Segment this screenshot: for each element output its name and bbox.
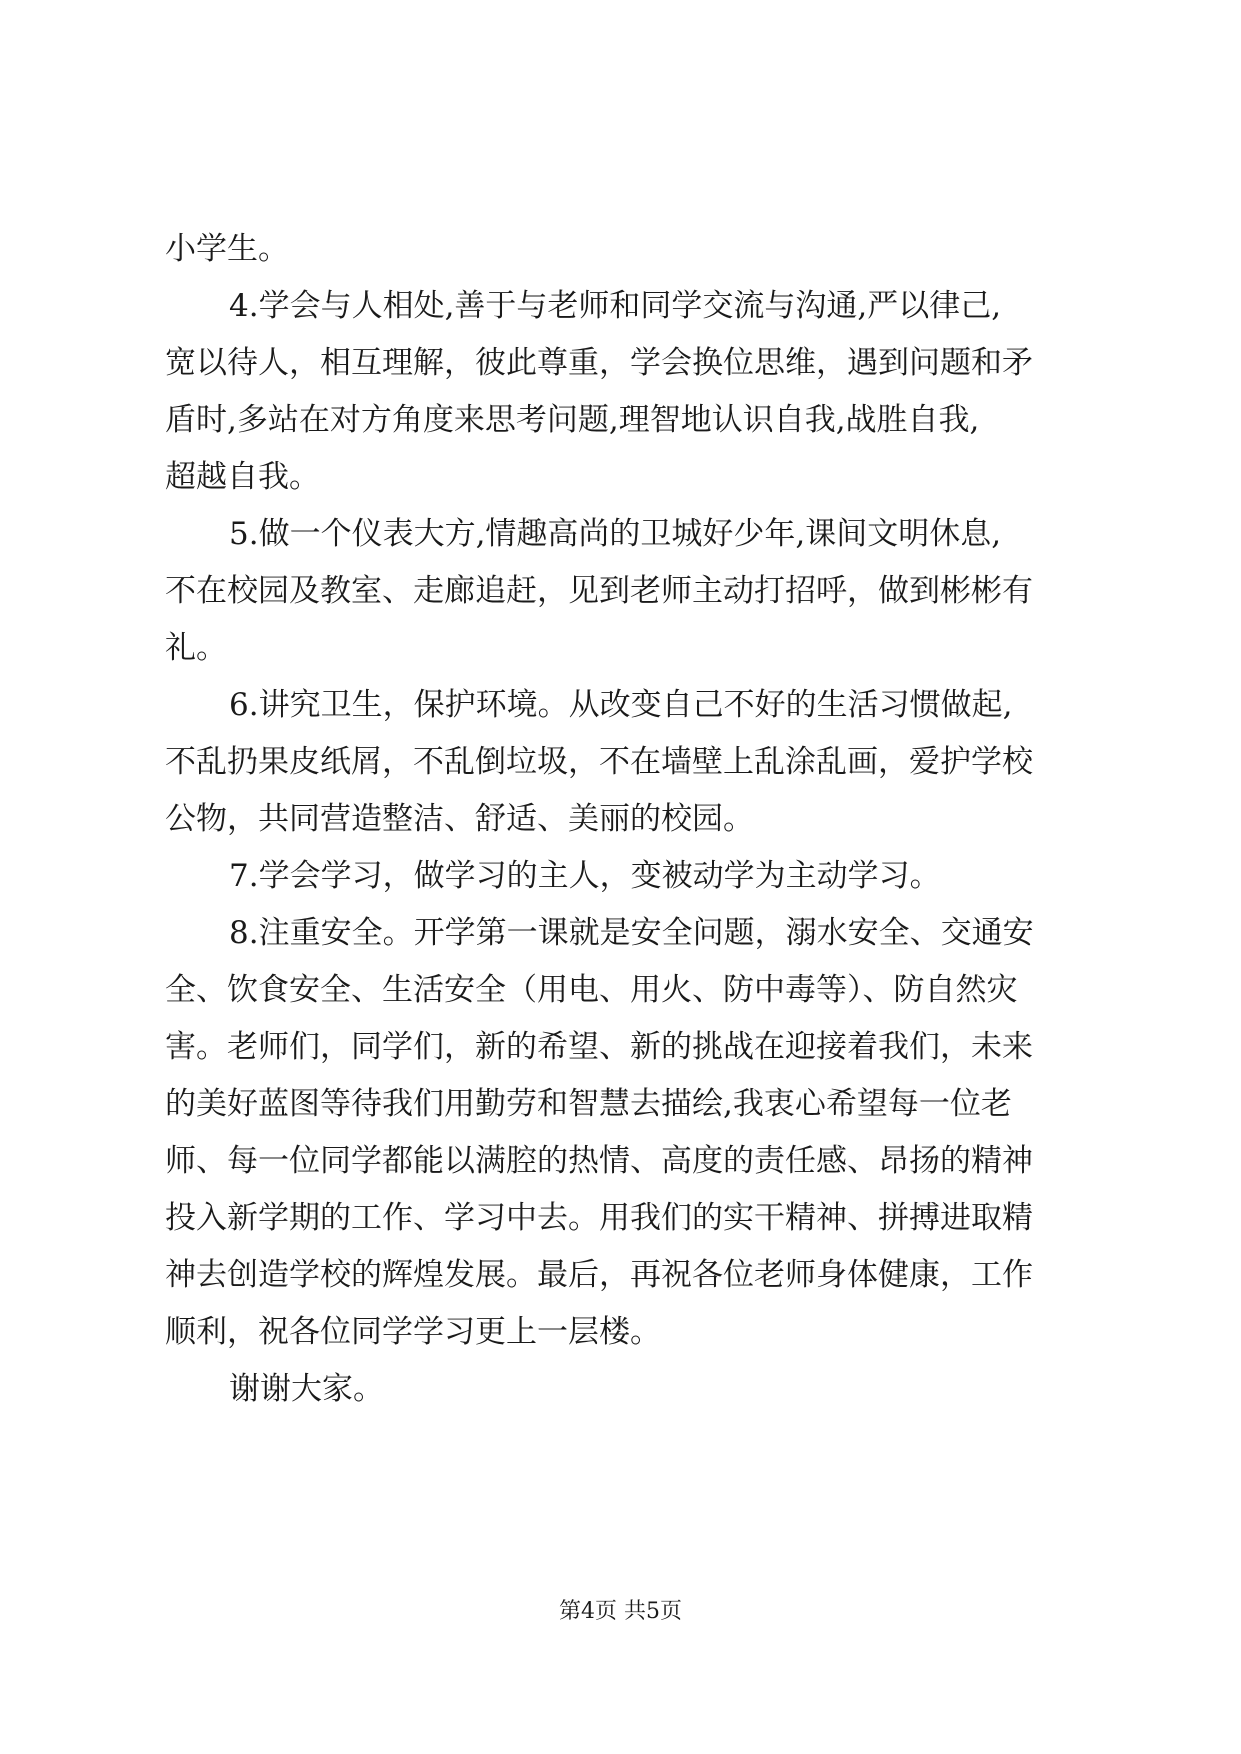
text-line: 全、饮食安全、生活安全（用电、用火、防中毒等）、防自然灾: [165, 972, 1018, 1008]
text-line: 5.做一个仪表大方,情趣高尚的卫城好少年,课间文明休息,: [229, 516, 1002, 552]
page-number-footer: 第4页 共5页: [559, 1599, 682, 1624]
text-line: 投入新学期的工作、学习中去。用我们的实干精神、拼搏进取精: [165, 1200, 1033, 1236]
text-line: 宽以待人，相互理解，彼此尊重，学会换位思维，遇到问题和矛: [165, 345, 1033, 381]
text-line: 的美好蓝图等待我们用勤劳和智慧去描绘,我衷心希望每一位老: [165, 1086, 1012, 1122]
text-line: 8.注重安全。开学第一课就是安全问题，溺水安全、交通安: [229, 915, 1034, 951]
text-line: 礼。: [165, 630, 227, 666]
text-line: 顺利，祝各位同学学习更上一层楼。: [165, 1314, 661, 1350]
text-line: 小学生。: [165, 231, 289, 267]
text-line: 师、每一位同学都能以满腔的热情、高度的责任感、昂扬的精神: [165, 1143, 1033, 1179]
text-line: 4.学会与人相处,善于与老师和同学交流与沟通,严以律己,: [229, 288, 1002, 324]
text-line: 不乱扔果皮纸屑，不乱倒垃圾，不在墙壁上乱涂乱画，爱护学校: [165, 744, 1033, 780]
text-line: 神去创造学校的辉煌发展。最后，再祝各位老师身体健康，工作: [165, 1257, 1033, 1293]
text-line: 超越自我。: [165, 459, 320, 495]
text-line: 不在校园及教室、走廊追赶，见到老师主动打招呼，做到彬彬有: [165, 573, 1033, 609]
text-line: 公物，共同营造整洁、舒适、美丽的校园。: [165, 801, 754, 837]
text-line: 7.学会学习，做学习的主人，变被动学为主动学习。: [229, 858, 941, 894]
text-line: 盾时,多站在对方角度来思考问题,理智地认识自我,战胜自我,: [165, 402, 980, 438]
text-line: 害。老师们，同学们，新的希望、新的挑战在迎接着我们，未来: [165, 1029, 1033, 1065]
text-line: 谢谢大家。: [229, 1371, 384, 1407]
text-line: 6.讲究卫生，保护环境。从改变自己不好的生活习惯做起,: [229, 687, 1013, 723]
